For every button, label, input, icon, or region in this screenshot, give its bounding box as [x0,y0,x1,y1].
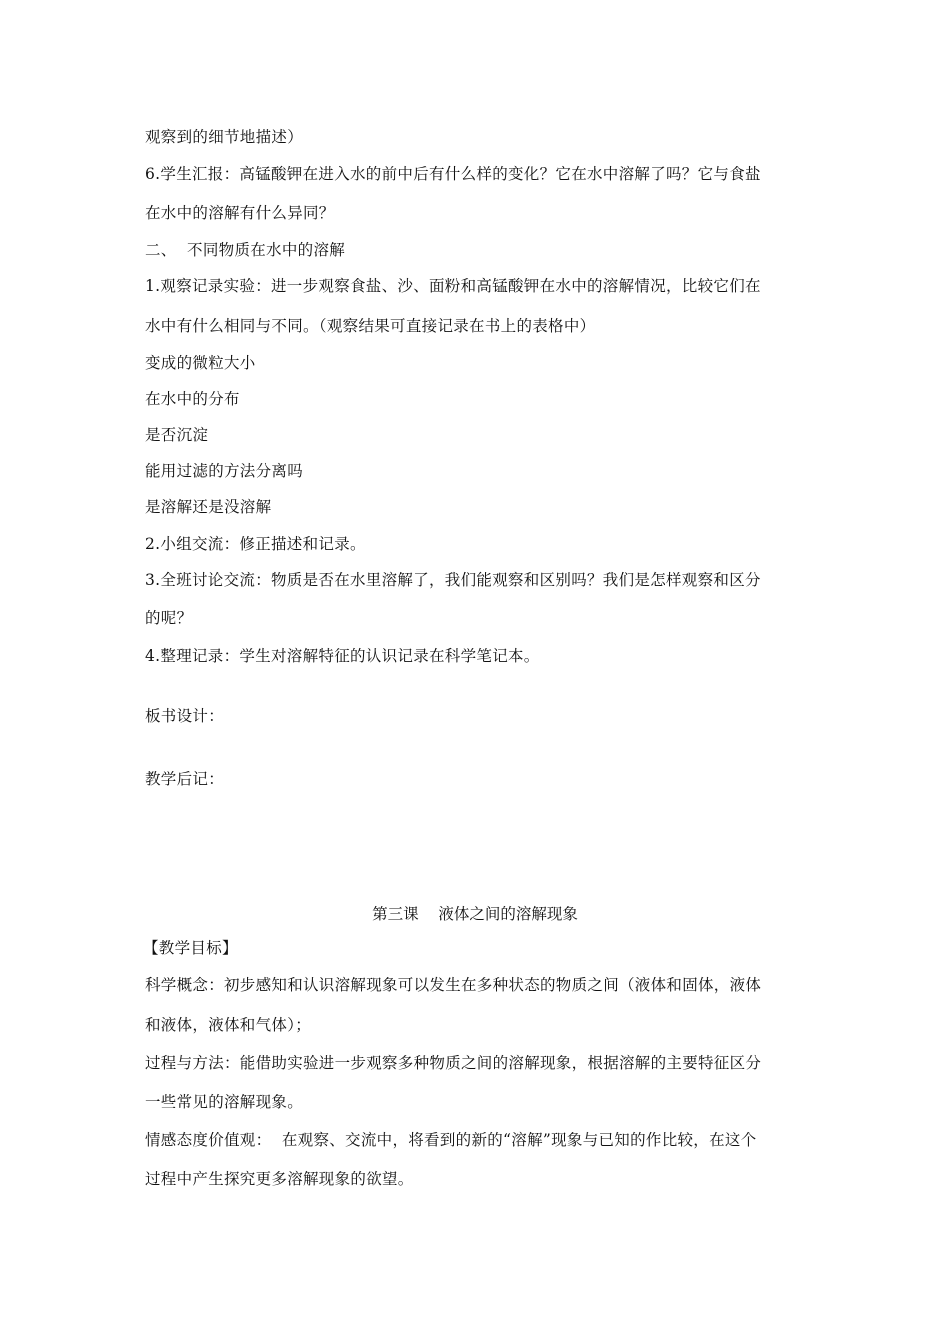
board-design-label: 板书设计： [145,707,225,725]
section-heading: 二、 不同物质在水中的溶解 [145,241,346,259]
text-line: 的呢？ [145,609,193,627]
table-row-label: 在水中的分布 [145,390,240,408]
text-line: 观察到的细节地描述） [145,128,304,146]
text-line: 3.全班讨论交流：物质是否在水里溶解了，我们能观察和区别吗？我们是怎样观察和区分 [145,571,761,589]
text-line: 过程中产生探究更多溶解现象的欲望。 [145,1170,414,1188]
text-line: 科学概念：初步感知和认识溶解现象可以发生在多种状态的物质之间（液体和固体，液体 [145,976,762,994]
text-line: 过程与方法：能借助实验进一步观察多种物质之间的溶解现象，根据溶解的主要特征区分 [145,1054,762,1072]
text-line: 4.整理记录：学生对溶解特征的认识记录在科学笔记本。 [145,647,540,665]
text-line: 情感态度价值观： 在观察、交流中，将看到的新的“溶解”现象与已知的作比较，在这个 [145,1131,757,1149]
table-row-label: 能用过滤的方法分离吗 [145,462,304,480]
text-line: 水中有什么相同与不同。（观察结果可直接记录在书上的表格中） [145,317,596,335]
text-line: 和液体，液体和气体）； [145,1016,312,1034]
table-row-label: 是否沉淀 [145,426,209,444]
objectives-heading: 【教学目标】 [143,939,238,957]
text-line: 1.观察记录实验：进一步观察食盐、沙、面粉和高锰酸钾在水中的溶解情况，比较它们在 [145,277,761,295]
text-line: 一些常见的溶解现象。 [145,1093,304,1111]
lesson-title: 第三课 液体之间的溶解现象 [372,905,578,923]
text-line: 在水中的溶解有什么异同？ [145,204,335,222]
table-row-label: 变成的微粒大小 [145,354,256,372]
text-line: 2.小组交流：修正描述和记录。 [145,535,366,553]
text-line: 6.学生汇报：高锰酸钾在进入水的前中后有什么样的变化？它在水中溶解了吗？它与食盐 [145,165,761,183]
afterword-label: 教学后记： [145,770,225,788]
table-row-label: 是溶解还是没溶解 [145,498,272,516]
